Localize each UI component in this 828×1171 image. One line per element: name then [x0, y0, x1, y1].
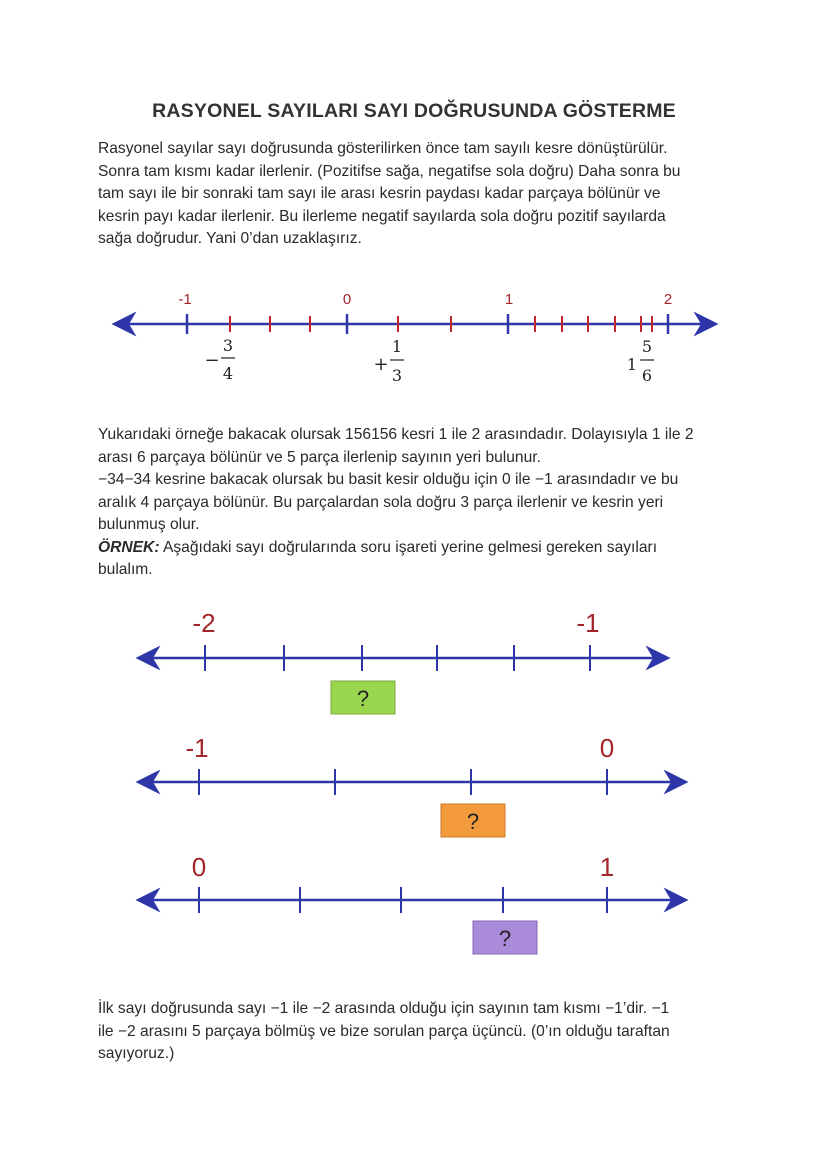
svg-text:3: 3 — [391, 366, 403, 385]
question-mark: ? — [498, 926, 512, 951]
explain-line: −34−34 kesrine bakacak olursak bu basit kesir olduğu için 0 ile −1 arasındadır ve bu — [98, 471, 679, 488]
answer-line: ile −2 arasını 5 parçaya bölmüş ve bize sorulan parça üçüncü. (0’ın olduğu taraftan — [98, 1022, 670, 1040]
right-label: 1 — [599, 852, 615, 882]
answer-line: sayıyoruz.) — [98, 1045, 175, 1062]
question-mark: ? — [356, 686, 370, 711]
svg-text:+: + — [373, 354, 389, 375]
intro-line: kesrin payı kadar ilerlenir. Bu ilerleme negatif sayılarda sola doğru pozitif sayılarda — [98, 207, 666, 225]
left-label: -1 — [185, 733, 209, 763]
example-label: ÖRNEK: — [98, 538, 160, 556]
right-label: -1 — [576, 608, 600, 638]
tick-label: 2 — [663, 291, 673, 308]
svg-text:4: 4 — [222, 364, 234, 383]
tick-label: 1 — [504, 291, 514, 308]
explain-line: arası 6 parçaya bölünür ve 5 parça ilerlenip sayının yeri bulunur. — [98, 448, 541, 466]
question-mark: ? — [466, 809, 480, 834]
explain-line: bulunmuş olur. — [98, 516, 200, 533]
svg-text:1: 1 — [626, 355, 638, 374]
tick-label: -1 — [178, 291, 192, 308]
left-label: -2 — [192, 608, 216, 638]
intro-line: tam sayı ile bir sonraki tam sayı ile arası kesrin paydası kadar parçaya bölünür ve — [98, 185, 661, 202]
intro-line: Rasyonel sayılar sayı doğrusunda gösterilirken önce tam sayılı kesre dönüştürülür. — [98, 140, 668, 157]
exercise-line-1 — [148, 608, 658, 714]
right-label: 0 — [599, 733, 615, 763]
tick-label: 0 — [342, 291, 352, 308]
svg-text:5: 5 — [641, 337, 653, 356]
explain-line: aralık 4 parçaya bölünür. Bu parçalardan sola doğru 3 parça ilerlenir ve kesrin yeri — [98, 493, 664, 511]
exercise-line-3 — [148, 852, 676, 954]
page-title: RASYONEL SAYILARI SAYI DOĞRUSUNDA GÖSTERME — [152, 100, 676, 122]
answer-paragraph — [98, 998, 738, 1066]
svg-text:6: 6 — [641, 366, 653, 385]
example-line: bulalım. — [98, 561, 153, 578]
svg-text:1: 1 — [391, 337, 403, 356]
svg-text:−: − — [204, 350, 220, 371]
left-label: 0 — [191, 852, 207, 882]
intro-line: Sonra tam kısmı kadar ilerlenir. (Pozitifse sağa, negatifse sola doğru) Daha sonra bu — [98, 162, 681, 180]
example-line: ÖRNEK: Aşağıdaki sayı doğrularında soru işareti yerine gelmesi gereken sayıları — [98, 538, 658, 556]
intro-line: sağa doğrudur. Yani 0’dan uzaklaşırız. — [98, 230, 362, 247]
exercise-line-2 — [148, 733, 676, 837]
answer-line: İlk sayı doğrusunda sayı −1 ile −2 arasında olduğu için sayının tam kısmı −1’dir. −1 — [98, 1000, 670, 1017]
svg-text:3: 3 — [222, 336, 234, 355]
explain-line: Yukarıdaki örneğe bakacak olursak 156156 kesri 1 ile 2 arasındadır. Dolayısıyla 1 ile 2 — [98, 426, 694, 443]
